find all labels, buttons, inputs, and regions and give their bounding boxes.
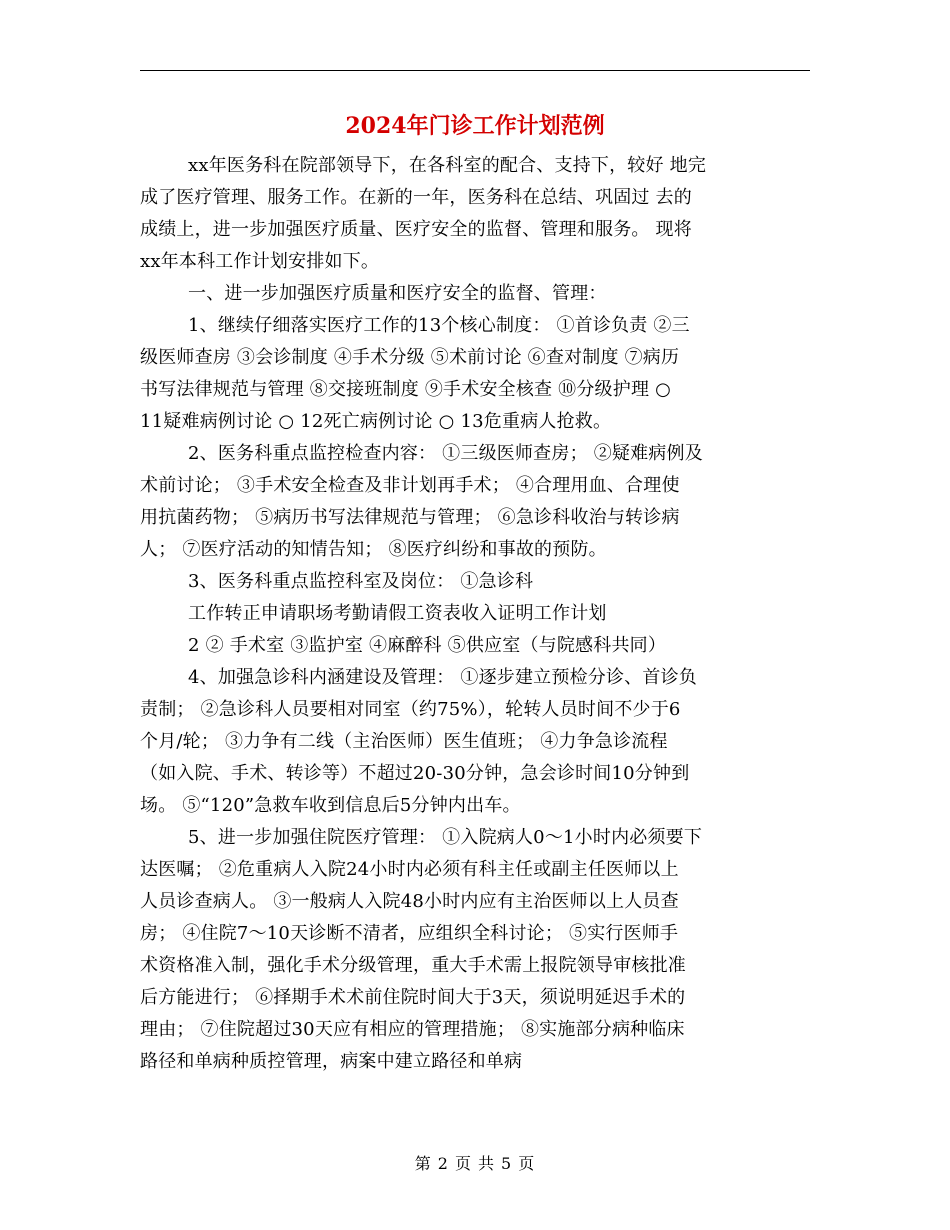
footer-prefix: 第 — [414, 1154, 432, 1173]
paragraph-line: 级医师查房 ③会诊制度 ④手术分级 ⑤术前讨论 ⑥查对制度 ⑦病历 — [140, 347, 680, 368]
paragraph-line: 场。 ⑤“120”急救车收到信息后5分钟内出车。 — [140, 795, 521, 816]
paragraph-line: 2 ② 手术室 ③监护室 ④麻醉科 ⑤供应室（与院感科共同） — [188, 635, 667, 656]
paragraph-line: 2、医务科重点监控检查内容： ①三级医师查房； ②疑难病例及 — [188, 443, 703, 464]
page-footer — [0, 1153, 950, 1175]
paragraph-line: 工作转正申请职场考勤请假工资表收入证明工作计划 — [188, 603, 607, 624]
paragraph-line: 房； ④住院7～10天诊断不清者，应组织全科讨论； ⑤实行医师手 — [140, 923, 679, 944]
header-rule — [140, 70, 810, 71]
paragraph-line: 人员诊查病人。 ③一般病人入院48小时内应有主治医师以上人员查 — [140, 891, 679, 912]
paragraph-line: 5、进一步加强住院医疗管理： ①入院病人0～1小时内必须要下 — [188, 827, 703, 848]
paragraph-line: 1、继续仔细落实医疗工作的13个核心制度： ①首诊负责 ②三 — [188, 315, 690, 336]
paragraph-line: 人； ⑦医疗活动的知情告知； ⑧医疗纠纷和事故的预防。 — [140, 539, 607, 560]
paragraph-line: 用抗菌药物； ⑤病历书写法律规范与管理； ⑥急诊科收治与转诊病 — [140, 507, 680, 528]
paragraph-line: 责制； ②急诊科人员要相对同室（约75%），轮转人员时间不少于6 — [140, 699, 681, 720]
paragraph-line: xx年医务科在院部领导下，在各科室的配合、支持下，较好 地完 — [188, 155, 707, 176]
document-title: 2024年门诊工作计划范例 — [345, 113, 605, 139]
paragraph-line: 4、加强急诊科内涵建设及管理： ①逐步建立预检分诊、首诊负 — [188, 667, 697, 688]
paragraph-line: 11疑难病例讨论 ○ 12死亡病例讨论 ○ 13危重病人抢救。 — [140, 411, 612, 432]
paragraph-line: 后方能进行； ⑥择期手术术前住院时间大于3天，须说明延迟手术的 — [140, 987, 686, 1008]
footer-total-pages: 5 — [501, 1154, 513, 1173]
paragraph-line: 书写法律规范与管理 ⑧交接班制度 ⑨手术安全核查 ⑩分级护理 ○ — [140, 379, 671, 400]
paragraph-line: 术前讨论； ③手术安全检查及非计划再手术； ④合理用血、合理使 — [140, 475, 680, 496]
paragraph-line: 路径和单病种质控管理，病案中建立路径和单病 — [140, 1051, 523, 1072]
footer-page-number: 2 — [437, 1154, 449, 1173]
footer-total-prefix: 共 — [478, 1154, 496, 1173]
paragraph-line: xx年本科工作计划安排如下。 — [140, 251, 380, 272]
paragraph-line: 成了医疗管理、服务工作。在新的一年，医务科在总结、巩固过 去的 — [140, 187, 692, 208]
paragraph-line: 理由； ⑦住院超过30天应有相应的管理措施； ⑧实施部分病种临床 — [140, 1019, 685, 1040]
footer-page-unit: 页 — [454, 1154, 472, 1173]
paragraph-line: 术资格准入制，强化手术分级管理，重大手术需上报院领导审核批准 — [140, 955, 686, 976]
paragraph-line: 3、医务科重点监控科室及岗位： ①急诊科 — [188, 571, 534, 592]
paragraph-line: 个月/轮； ③力争有二线（主治医师）医生值班； ④力争急诊流程 — [140, 731, 668, 752]
footer-total-unit: 页 — [518, 1154, 536, 1173]
paragraph-line: （如入院、手术、转诊等）不超过20-30分钟，急会诊时间10分钟到 — [140, 763, 690, 784]
paragraph-line: 达医嘱； ②危重病人入院24小时内必须有科主任或副主任医师以上 — [140, 859, 679, 880]
document-body — [140, 150, 810, 1078]
paragraph-line: 成绩上，进一步加强医疗质量、医疗安全的监督、管理和服务。 现将 — [140, 219, 692, 240]
section-heading: 一、进一步加强医疗质量和医疗安全的监督、管理： — [188, 283, 607, 304]
